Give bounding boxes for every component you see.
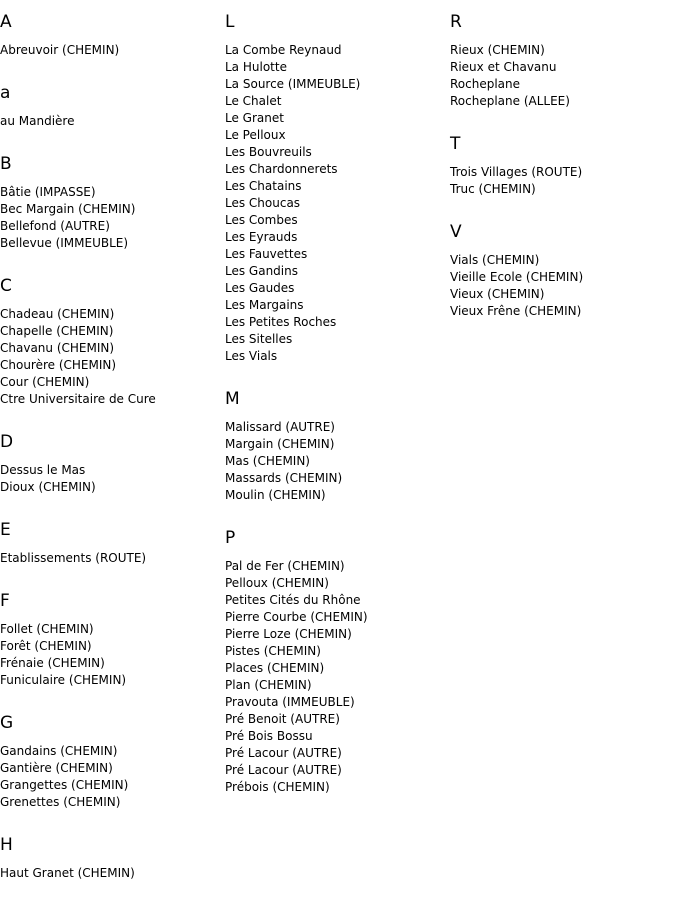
street-name-item: Funiculaire (CHEMIN)	[0, 673, 127, 687]
street-name-item: Vieux (CHEMIN)	[450, 287, 545, 301]
street-list	[450, 252, 583, 320]
street-name-item: Pré Benoit (AUTRE)	[225, 712, 340, 726]
street-name-item: Truc (CHEMIN)	[450, 182, 536, 196]
street-name-item: Places (CHEMIN)	[225, 661, 325, 675]
street-name-item: Les Gaudes	[225, 281, 295, 295]
street-name-item: Les Gandins	[225, 264, 298, 278]
street-name-item: Les Choucas	[225, 196, 301, 210]
index-column-2	[225, 0, 368, 820]
street-name-item: Le Pelloux	[225, 128, 286, 142]
street-name-item: Les Combes	[225, 213, 298, 227]
street-name-item: Rocheplane	[450, 77, 521, 91]
street-name-item: Gantière (CHEMIN)	[0, 761, 113, 775]
street-name-item: Le Chalet	[225, 94, 282, 108]
street-name-item: Petites Cités du Rhône	[225, 593, 361, 607]
section-letter-heading: M	[225, 389, 240, 409]
street-list	[0, 865, 156, 882]
section-letter-heading: D	[0, 432, 14, 452]
letter-section	[0, 154, 156, 252]
street-name-item: Grangettes (CHEMIN)	[0, 778, 129, 792]
street-name-item: Abreuvoir (CHEMIN)	[0, 43, 120, 57]
street-list	[0, 306, 156, 408]
street-name-item: Les Sitelles	[225, 332, 293, 346]
street-name-item: Haut Granet (CHEMIN)	[0, 866, 135, 880]
street-name-item: Cour (CHEMIN)	[0, 375, 90, 389]
section-letter-heading: E	[0, 520, 11, 540]
street-name-item: Les Chardonnerets	[225, 162, 338, 176]
street-name-item: Trois Villages (ROUTE)	[450, 165, 583, 179]
section-letter-heading: A	[0, 12, 12, 32]
letter-section	[0, 835, 156, 882]
street-name-item: Les Bouvreuils	[225, 145, 312, 159]
street-name-item: Pierre Courbe (CHEMIN)	[225, 610, 368, 624]
street-name-item: Prébois (CHEMIN)	[225, 780, 330, 794]
street-name-item: Margain (CHEMIN)	[225, 437, 335, 451]
street-name-item: au Mandière	[0, 114, 75, 128]
street-name-item: Pré Bois Bossu	[225, 729, 313, 743]
letter-section	[450, 134, 583, 198]
street-name-item: Rieux (CHEMIN)	[450, 43, 545, 57]
street-name-item: Forêt (CHEMIN)	[0, 639, 92, 653]
street-name-item: Grenettes (CHEMIN)	[0, 795, 121, 809]
letter-section	[0, 591, 156, 689]
street-name-item: Les Chatains	[225, 179, 302, 193]
street-name-item: Bec Margain (CHEMIN)	[0, 202, 136, 216]
street-name-item: Dioux (CHEMIN)	[0, 480, 96, 494]
index-column-1	[0, 0, 156, 906]
street-name-item: Malissard (AUTRE)	[225, 420, 335, 434]
street-name-item: Pré Lacour (AUTRE)	[225, 746, 342, 760]
street-name-item: Les Vials	[225, 349, 278, 363]
street-name-item: La Combe Reynaud	[225, 43, 342, 57]
letter-section	[225, 528, 368, 796]
street-name-item: Plan (CHEMIN)	[225, 678, 312, 692]
street-name-item: Pelloux (CHEMIN)	[225, 576, 329, 590]
section-letter-heading: B	[0, 154, 12, 174]
street-name-item: La Hulotte	[225, 60, 287, 74]
street-list	[450, 42, 583, 110]
street-name-item: Bellefond (AUTRE)	[0, 219, 110, 233]
letter-section	[450, 12, 583, 110]
street-list	[0, 184, 156, 252]
street-name-item: Gandains (CHEMIN)	[0, 744, 118, 758]
section-letter-heading: C	[0, 276, 12, 296]
letter-section	[0, 276, 156, 408]
letter-section	[450, 222, 583, 320]
street-name-item: Mas (CHEMIN)	[225, 454, 310, 468]
letter-section	[0, 520, 156, 567]
street-name-item: Frénaie (CHEMIN)	[0, 656, 105, 670]
street-name-item: Bellevue (IMMEUBLE)	[0, 236, 129, 250]
street-name-item: Le Granet	[225, 111, 284, 125]
street-name-item: Chapelle (CHEMIN)	[0, 324, 114, 338]
street-name-item: Les Petites Roches	[225, 315, 337, 329]
street-list	[225, 42, 368, 365]
street-name-item: Vieux Frêne (CHEMIN)	[450, 304, 582, 318]
street-name-item: Moulin (CHEMIN)	[225, 488, 326, 502]
street-name-item: Pierre Loze (CHEMIN)	[225, 627, 352, 641]
street-list	[225, 419, 368, 504]
letter-section	[0, 713, 156, 811]
street-name-item: Ctre Universitaire de Cure	[0, 392, 156, 406]
street-name-item: Vials (CHEMIN)	[450, 253, 540, 267]
street-list	[0, 621, 156, 689]
street-name-item: Rocheplane (ALLEE)	[450, 94, 570, 108]
street-name-item: Massards (CHEMIN)	[225, 471, 343, 485]
street-name-item: Pré Lacour (AUTRE)	[225, 763, 342, 777]
letter-section	[225, 389, 368, 504]
section-letter-heading: R	[450, 12, 462, 32]
street-name-item: Pistes (CHEMIN)	[225, 644, 321, 658]
street-list	[0, 743, 156, 811]
section-letter-heading: H	[0, 835, 13, 855]
section-letter-heading: V	[450, 222, 462, 242]
letter-section	[0, 83, 156, 130]
street-name-item: La Source (IMMEUBLE)	[225, 77, 361, 91]
index-column-3	[450, 0, 583, 344]
section-letter-heading: F	[0, 591, 10, 611]
street-list	[450, 164, 583, 198]
street-name-item: Chavanu (CHEMIN)	[0, 341, 115, 355]
street-name-item: Les Margains	[225, 298, 304, 312]
street-list	[0, 550, 156, 567]
section-letter-heading: P	[225, 528, 236, 548]
street-list	[0, 462, 156, 496]
street-list	[225, 558, 368, 796]
section-letter-heading: a	[0, 83, 11, 103]
street-name-item: Vieille Ecole (CHEMIN)	[450, 270, 584, 284]
street-name-item: Chourère (CHEMIN)	[0, 358, 117, 372]
letter-section	[0, 432, 156, 496]
street-name-item: Follet (CHEMIN)	[0, 622, 94, 636]
street-name-item: Dessus le Mas	[0, 463, 86, 477]
street-name-item: Bâtie (IMPASSE)	[0, 185, 96, 199]
street-name-item: Etablissements (ROUTE)	[0, 551, 147, 565]
section-letter-heading: L	[225, 12, 235, 32]
letter-section	[225, 12, 368, 365]
street-list	[0, 42, 156, 59]
street-name-item: Chadeau (CHEMIN)	[0, 307, 115, 321]
section-letter-heading: G	[0, 713, 14, 733]
street-name-item: Rieux et Chavanu	[450, 60, 557, 74]
street-name-item: Pravouta (IMMEUBLE)	[225, 695, 355, 709]
street-name-item: Les Eyrauds	[225, 230, 298, 244]
street-name-item: Les Fauvettes	[225, 247, 308, 261]
section-letter-heading: T	[450, 134, 461, 154]
street-list	[0, 113, 156, 130]
letter-section	[0, 12, 156, 59]
street-name-item: Pal de Fer (CHEMIN)	[225, 559, 345, 573]
